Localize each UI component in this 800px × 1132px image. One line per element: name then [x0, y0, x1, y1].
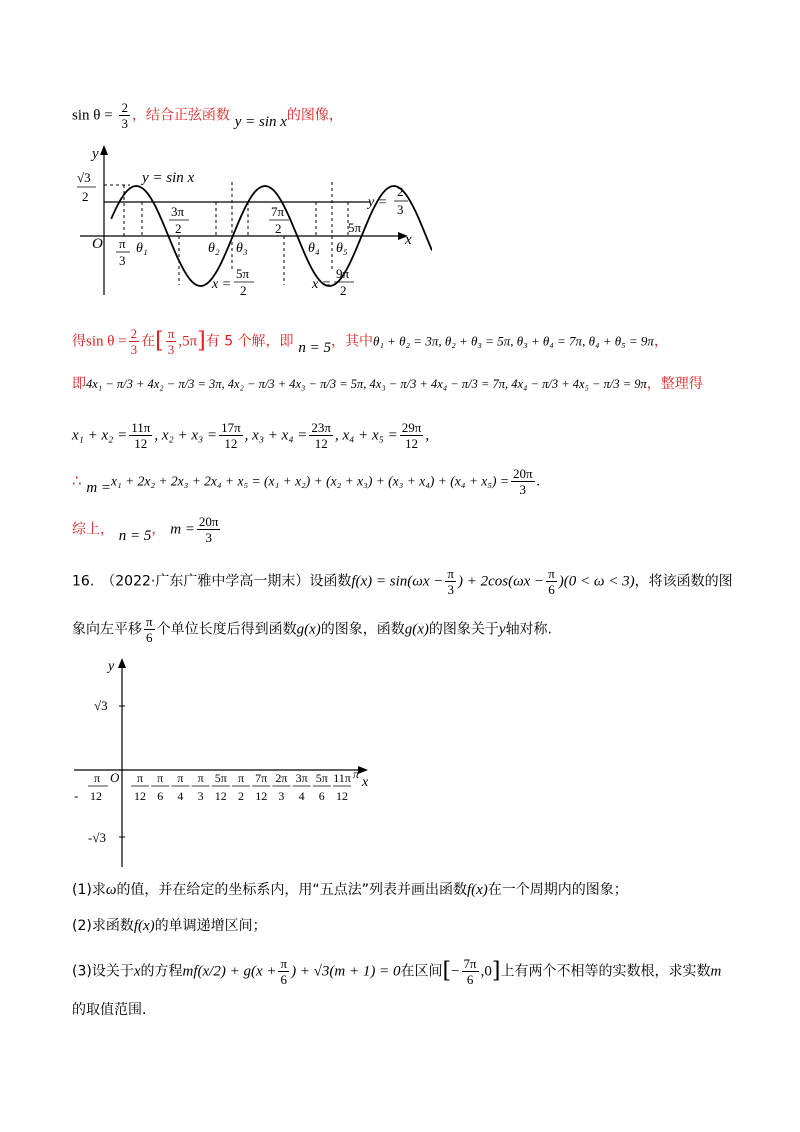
x-tick-den: 6 — [318, 789, 325, 803]
theta4-label: θ₄ — [308, 241, 320, 256]
x5pi2-lhs: x = — [212, 277, 232, 292]
part-3: (3)设关于x的方程mf(x/2) + g(x + $\frac{\pi}{6}$ ) + √3(m + 1) = 0在区间[− $\frac{7\pi}{6}$ ,0]上有两个不相等的实数根，求实数m — [72, 956, 722, 987]
x-tick-num: π — [177, 771, 184, 785]
line-sums: x₁ + x₂ = $\frac{11\pi}{12}$ , x₂ + x₃ = $\frac{17\pi}{12}$ , x₃ + x₄ = $\frac{23\pi}{12}$ , x₄ + x₅ = $\frac{29\pi}{12}$ , — [72, 420, 430, 451]
x-tick-num: 5π — [214, 771, 227, 785]
x-tick-den: 3 — [278, 789, 285, 803]
x-axis-label: x — [405, 232, 412, 248]
question-16-line1: 16. （2022·广东广雅中学高一期末）设函数f(x) = sin(ωx − $\frac{\pi}{3}$ ) + 2cos(ωx − $\frac{\pi}{6}$ )(0 < ω < 3)，将该函数的图 — [72, 566, 733, 597]
question-16-line2: 象向左平移 $\frac{\pi}{6}$ 个单位长度后得到函数g(x)的图象，函数g(x)的图象关于y轴对称. — [72, 614, 553, 645]
last-tick-pi: π — [353, 767, 360, 781]
theta1-label: θ₁ — [136, 241, 148, 256]
x9pi2-lhs: x = — [312, 277, 332, 292]
y-axis-label-2: y — [108, 659, 115, 674]
neg-sign: - — [74, 788, 79, 803]
tick-3pi2-num: 3π — [171, 204, 185, 219]
text-graph: 的图像， — [286, 107, 343, 124]
sin-theta-eq: sin θ = — [72, 107, 113, 124]
x-tick-num: 2π — [275, 771, 288, 785]
x9pi2-den: 2 — [340, 283, 347, 298]
theta5-label: θ₅ — [336, 241, 348, 256]
tick-7pi2-den: 2 — [275, 221, 282, 236]
x-tick-den: 12 — [336, 789, 348, 803]
y-tick-den: 2 — [82, 189, 89, 204]
line-sin-theta — [72, 100, 343, 131]
tick-pi3-den: 3 — [119, 253, 126, 268]
line-label-den: 3 — [397, 202, 404, 217]
x-tick-labels — [131, 771, 351, 803]
y-tick-num: √3 — [77, 170, 91, 185]
x-tick-den: 12 — [255, 789, 268, 803]
x-tick-den: 2 — [238, 789, 244, 803]
x-tick-num: 11π — [333, 771, 351, 785]
part-1: (1)求ω的值，并在给定的坐标系内，用“五点法”列表并画出函数f(x)在一个周期内的图象； — [72, 882, 628, 898]
y-tick-sqrt3: √3 — [94, 698, 108, 713]
y-tick-neg-sqrt3: -√3 — [88, 830, 106, 845]
line-solutions: 得sin θ = $\frac{2}{3}$ 在[ $\frac{\pi}{3}$ ,5π]有 5 个解，即 n = 5，其中θ₁ + θ₂ = 3π, θ₂ + θ₃ = 5π, θ₃ + θ₄ = 7π, θ₄ + θ₅ = 9π， — [72, 326, 668, 357]
x9pi2-num: 9π — [336, 266, 350, 281]
x-axis-label-2: x — [362, 775, 369, 790]
tick-pi3-num: π — [119, 236, 126, 251]
text-combine: ，结合正弦函数 — [131, 107, 230, 124]
neg-tick-den: 12 — [90, 789, 102, 803]
theta2-label: θ₂ — [208, 241, 220, 256]
fraction-two-thirds: $\frac{2}{3}$ — [121, 100, 128, 131]
line-equations: 即4x₁ − π/3 + 4x₂ − π/3 = 3π, 4x₂ − π/3 + 4x₃ − π/3 = 5π, 4x₃ − π/3 + 4x₄ − π/3 = 7π, 4x₄ − π/3 + 4x₅ − π/3 = 9π，整理得 — [72, 376, 703, 392]
part-2: (2)求函数f(x)的单调递增区间； — [72, 918, 267, 934]
x-axis-arrow-2 — [358, 766, 368, 774]
neg-tick-num: π — [94, 771, 101, 785]
y-axis-arrow — [100, 145, 108, 155]
x5pi2-num: 5π — [236, 266, 250, 281]
x-tick-num: π — [136, 771, 144, 785]
tick-3pi2-den: 2 — [175, 221, 182, 236]
x-tick-den: 3 — [197, 789, 204, 803]
theta3-label: θ₃ — [236, 241, 248, 256]
x-tick-num: 3π — [295, 771, 308, 785]
line-conclusion: 综上， n = 5， m = $\frac{20\pi}{3}$ — [72, 514, 219, 545]
x-tick-num: 5π — [315, 771, 328, 785]
tick-5pi: 5π — [348, 220, 362, 235]
origin-label: O — [92, 236, 103, 252]
x-tick-den: 4 — [177, 789, 184, 803]
x-tick-num: 7π — [255, 771, 268, 785]
x-tick-num: π — [157, 771, 164, 785]
x-tick-num: π — [197, 771, 204, 785]
curve-label: y = sin x — [142, 170, 195, 186]
func-y-sinx: y = sin x — [234, 113, 287, 130]
y-axis-arrow-2 — [118, 658, 126, 668]
part-3-continued: 的取值范围. — [72, 1002, 147, 1018]
x-tick-num: π — [237, 771, 245, 785]
x-tick-den: 4 — [298, 789, 305, 803]
line-therefore: ∴ m =x₁ + 2x₂ + 2x₃ + 2x₄ + x₅ = (x₁ + x₂) + (x₂ + x₃) + (x₃ + x₄) + (x₄ + x₅) = $\frac{20\pi}{3}$ . — [72, 466, 541, 497]
x-tick-den: 6 — [157, 789, 164, 803]
tick-7pi2-num: 7π — [271, 204, 285, 219]
x5pi2-den: 2 — [240, 283, 247, 298]
line-label-lhs: y = — [368, 195, 388, 210]
y-axis-label: y — [92, 146, 99, 162]
blank-coordinate-grid — [72, 652, 382, 872]
x-tick-den: 12 — [134, 789, 146, 803]
line-label-num: 2 — [397, 184, 404, 199]
x-tick-den: 12 — [214, 789, 227, 803]
sine-graph-figure — [72, 140, 432, 305]
origin-label-2: O — [110, 770, 120, 785]
